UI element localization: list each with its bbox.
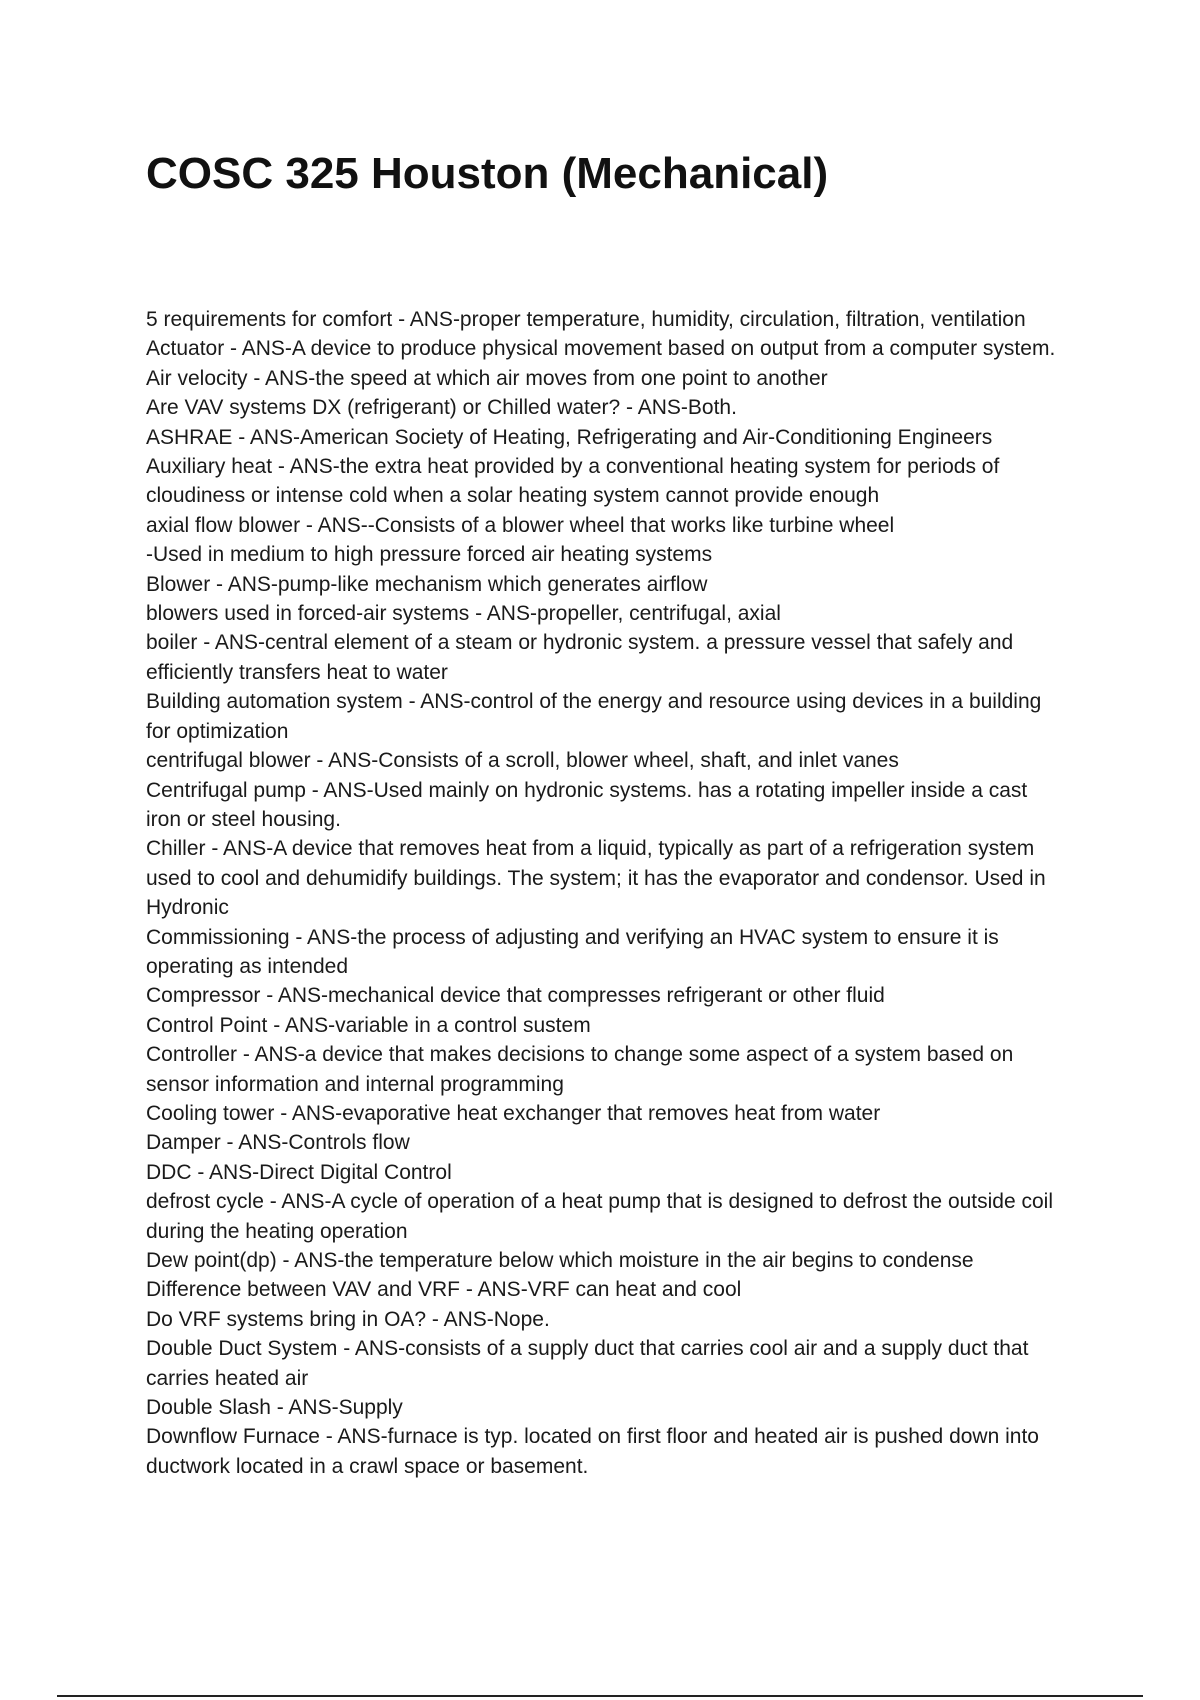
glossary-entry: Difference between VAV and VRF - ANS-VRF can heat and cool: [146, 1278, 742, 1302]
footer-divider: [57, 1695, 1143, 1697]
glossary-entry: boiler - ANS-central element of a steam or hydronic system. a pressure vessel that safely and efficiently transfers heat to water: [146, 631, 1014, 684]
glossary-entry: DDC - ANS-Direct Digital Control: [146, 1160, 452, 1184]
glossary-entry: -Used in medium to high pressure forced air heating systems: [146, 543, 713, 567]
glossary-entry: defrost cycle - ANS-A cycle of operation of a heat pump that is designed to defrost the outside coil during the heating operation: [146, 1190, 1054, 1243]
glossary-entry: Compressor - ANS-mechanical device that compresses refrigerant or other fluid: [146, 984, 885, 1008]
glossary-entry: 5 requirements for comfort - ANS-proper temperature, humidity, circulation, filtration, ventilation: [146, 308, 1026, 331]
glossary-entry: Are VAV systems DX (refrigerant) or Chilled water? - ANS-Both.: [146, 396, 737, 420]
glossary-entry: Air velocity - ANS-the speed at which air moves from one point to another: [146, 366, 828, 390]
glossary-list: [146, 305, 1066, 1481]
glossary-entry: Do VRF systems bring in OA? - ANS-Nope.: [146, 1307, 550, 1331]
glossary-entry: Auxiliary heat - ANS-the extra heat provided by a conventional heating system for periods of cloudiness or intense cold when a solar heating system cannot provide enough: [146, 455, 1000, 508]
glossary-entry: Blower - ANS-pump-like mechanism which generates airflow: [146, 572, 708, 596]
glossary-entry: blowers used in forced-air systems - ANS-propeller, centrifugal, axial: [146, 602, 781, 626]
glossary-entry: Controller - ANS-a device that makes decisions to change some aspect of a system based on sensor information and internal programming: [146, 1043, 1014, 1096]
glossary-entry: centrifugal blower - ANS-Consists of a scroll, blower wheel, shaft, and inlet vanes: [146, 749, 899, 773]
glossary-entry: Chiller - ANS-A device that removes heat from a liquid, typically as part of a refrigeration system used to cool and dehumidify buildings. The system; it has the evaporator and condensor. Used in Hydronic: [146, 837, 1046, 920]
glossary-entry: Building automation system - ANS-control of the energy and resource using devices in a building for optimization: [146, 690, 1042, 743]
page-title: COSC 325 Houston (Mechanical): [146, 149, 829, 198]
glossary-entry: Damper - ANS-Controls flow: [146, 1131, 410, 1155]
glossary-entry: Double Slash - ANS-Supply: [146, 1396, 403, 1420]
glossary-entry: axial flow blower - ANS--Consists of a blower wheel that works like turbine wheel: [146, 513, 895, 537]
glossary-entry: Centrifugal pump - ANS-Used mainly on hydronic systems. has a rotating impeller inside a cast iron or steel housing.: [146, 778, 1028, 831]
glossary-entry: Commissioning - ANS-the process of adjusting and verifying an HVAC system to ensure it is operating as intended: [146, 925, 999, 978]
glossary-entry: Downflow Furnace - ANS-furnace is typ. located on first floor and heated air is pushed down into ductwork located in a crawl space or basement.: [146, 1425, 1039, 1478]
glossary-entry: Actuator - ANS-A device to produce physical movement based on output from a computer system.: [146, 337, 1056, 361]
glossary-entry: Cooling tower - ANS-evaporative heat exchanger that removes heat from water: [146, 1101, 881, 1125]
glossary-entry: Dew point(dp) - ANS-the temperature below which moisture in the air begins to condense: [146, 1249, 974, 1272]
glossary-entry: Control Point - ANS-variable in a control sustem: [146, 1013, 591, 1037]
glossary-entry: Double Duct System - ANS-consists of a supply duct that carries cool air and a supply duct that carries heated air: [146, 1337, 1029, 1390]
glossary-entry: ASHRAE - ANS-American Society of Heating, Refrigerating and Air-Conditioning Engineers: [146, 425, 993, 449]
